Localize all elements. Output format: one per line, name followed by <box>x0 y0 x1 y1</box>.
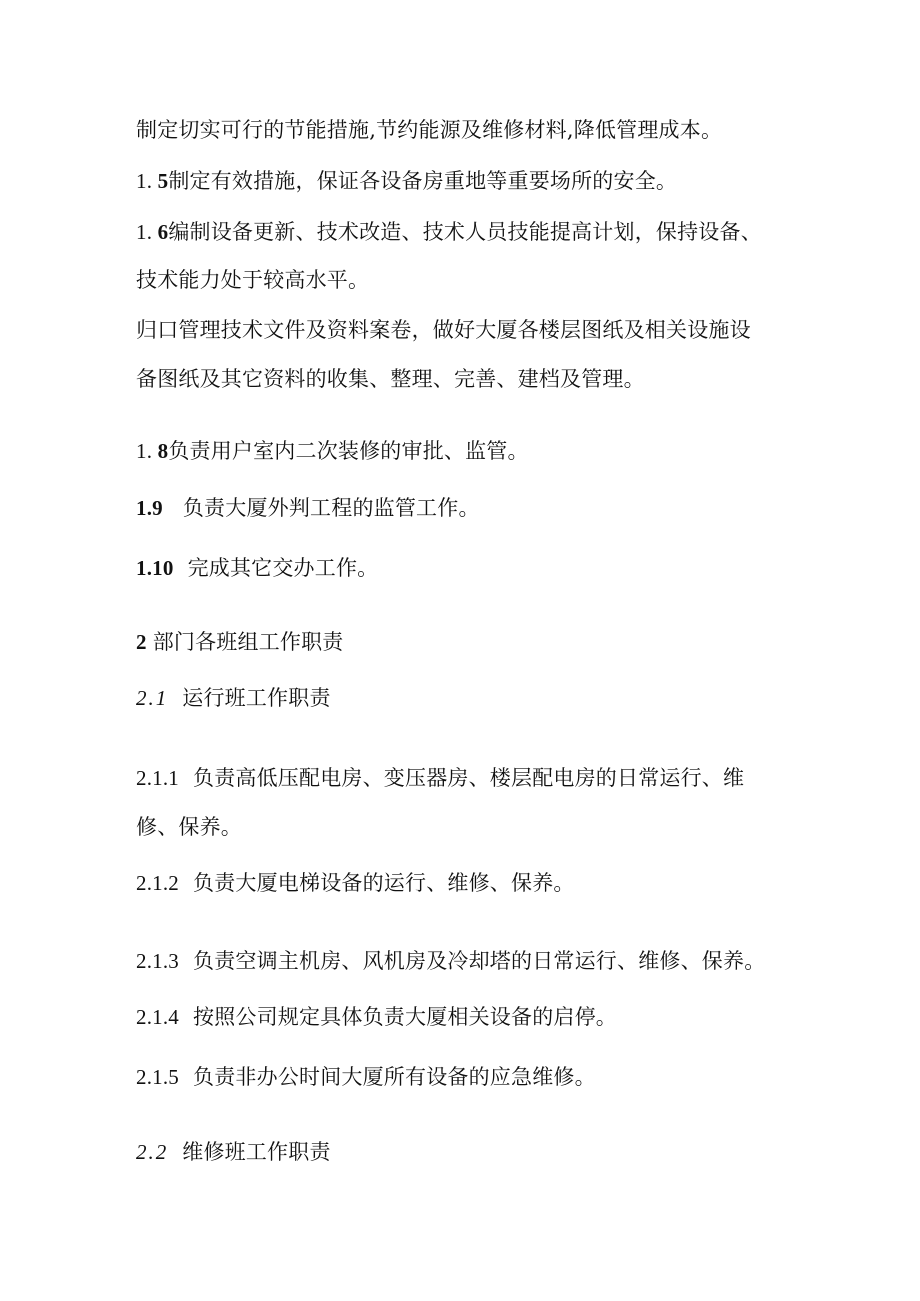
paragraph-text: 负责用户室内二次装修的审批、监管。 <box>168 439 529 463</box>
paragraph-text: 完成其它交办工作。 <box>187 556 379 580</box>
paragraph-energy-saving <box>136 116 722 144</box>
item-number-bold: 6 <box>157 220 169 244</box>
item-2-1-5 <box>136 1063 596 1091</box>
item-number: 2.1.1 <box>136 766 179 790</box>
paragraph-text: 负责大厦外判工程的监管工作。 <box>182 496 480 520</box>
section-number: 2.2 <box>136 1140 169 1164</box>
item-number: 2.1.5 <box>136 1065 179 1089</box>
paragraph-text: 制定切实可行的节能措施,节约能源及维修材料,降低管理成本。 <box>136 118 723 142</box>
section-heading-2-2 <box>136 1138 331 1166</box>
item-text: 负责非办公时间大厦所有设备的应急维修。 <box>193 1065 596 1089</box>
section-number: 2 <box>136 630 147 654</box>
paragraph-1-9 <box>136 494 480 522</box>
paragraph-text: 技术能力处于较高水平。 <box>136 268 370 292</box>
section-title: 部门各班组工作职责 <box>152 630 344 654</box>
item-number: 2.1.3 <box>136 949 179 973</box>
item-2-1-1 <box>136 764 744 792</box>
section-title: 维修班工作职责 <box>182 1140 331 1164</box>
item-2-1-3 <box>136 947 765 975</box>
paragraph-text: 备图纸及其它资料的收集、整理、完善、建档及管理。 <box>136 367 645 391</box>
item-text: 负责高低压配电房、变压器房、楼层配电房的日常运行、维 <box>193 766 745 790</box>
item-number-prefix: 1. <box>136 439 158 463</box>
item-text: 负责空调主机房、风机房及冷却塔的日常运行、维修、保养。 <box>193 949 766 973</box>
paragraph-document-management <box>136 316 751 344</box>
item-text: 负责大厦电梯设备的运行、维修、保养。 <box>193 871 575 895</box>
item-number: 2.1.4 <box>136 1005 179 1029</box>
paragraph-1-8 <box>136 437 529 465</box>
paragraph-1-6-continued <box>136 266 369 294</box>
item-number-bold: 8 <box>157 439 169 463</box>
section-heading-2 <box>136 628 344 656</box>
item-2-1-4 <box>136 1003 617 1031</box>
paragraph-1-6 <box>136 218 762 246</box>
section-title: 运行班工作职责 <box>182 686 331 710</box>
item-number-bold: 5 <box>157 169 169 193</box>
section-heading-2-1 <box>136 684 331 712</box>
item-number: 2.1.2 <box>136 871 179 895</box>
item-2-1-2 <box>136 869 575 897</box>
item-number: 1.10 <box>136 556 174 580</box>
paragraph-text: 制定有效措施，保证各设备房重地等重要场所的安全。 <box>168 169 678 193</box>
paragraph-document-management-continued <box>136 365 645 393</box>
item-2-1-1-continued <box>136 813 242 841</box>
paragraph-1-10 <box>136 554 378 582</box>
section-number: 2.1 <box>136 686 169 710</box>
item-text: 修、保养。 <box>136 815 242 839</box>
paragraph-text: 编制设备更新、技术改造、技术人员技能提高计划，保持设备、 <box>168 220 762 244</box>
item-text: 按照公司规定具体负责大厦相关设备的启停。 <box>193 1005 617 1029</box>
paragraph-1-5 <box>136 167 677 195</box>
paragraph-text: 归口管理技术文件及资料案卷，做好大厦各楼层图纸及相关设施设 <box>136 318 751 342</box>
item-number-prefix: 1. <box>136 220 158 244</box>
item-number: 1.9 <box>136 496 163 520</box>
item-number-prefix: 1. <box>136 169 158 193</box>
